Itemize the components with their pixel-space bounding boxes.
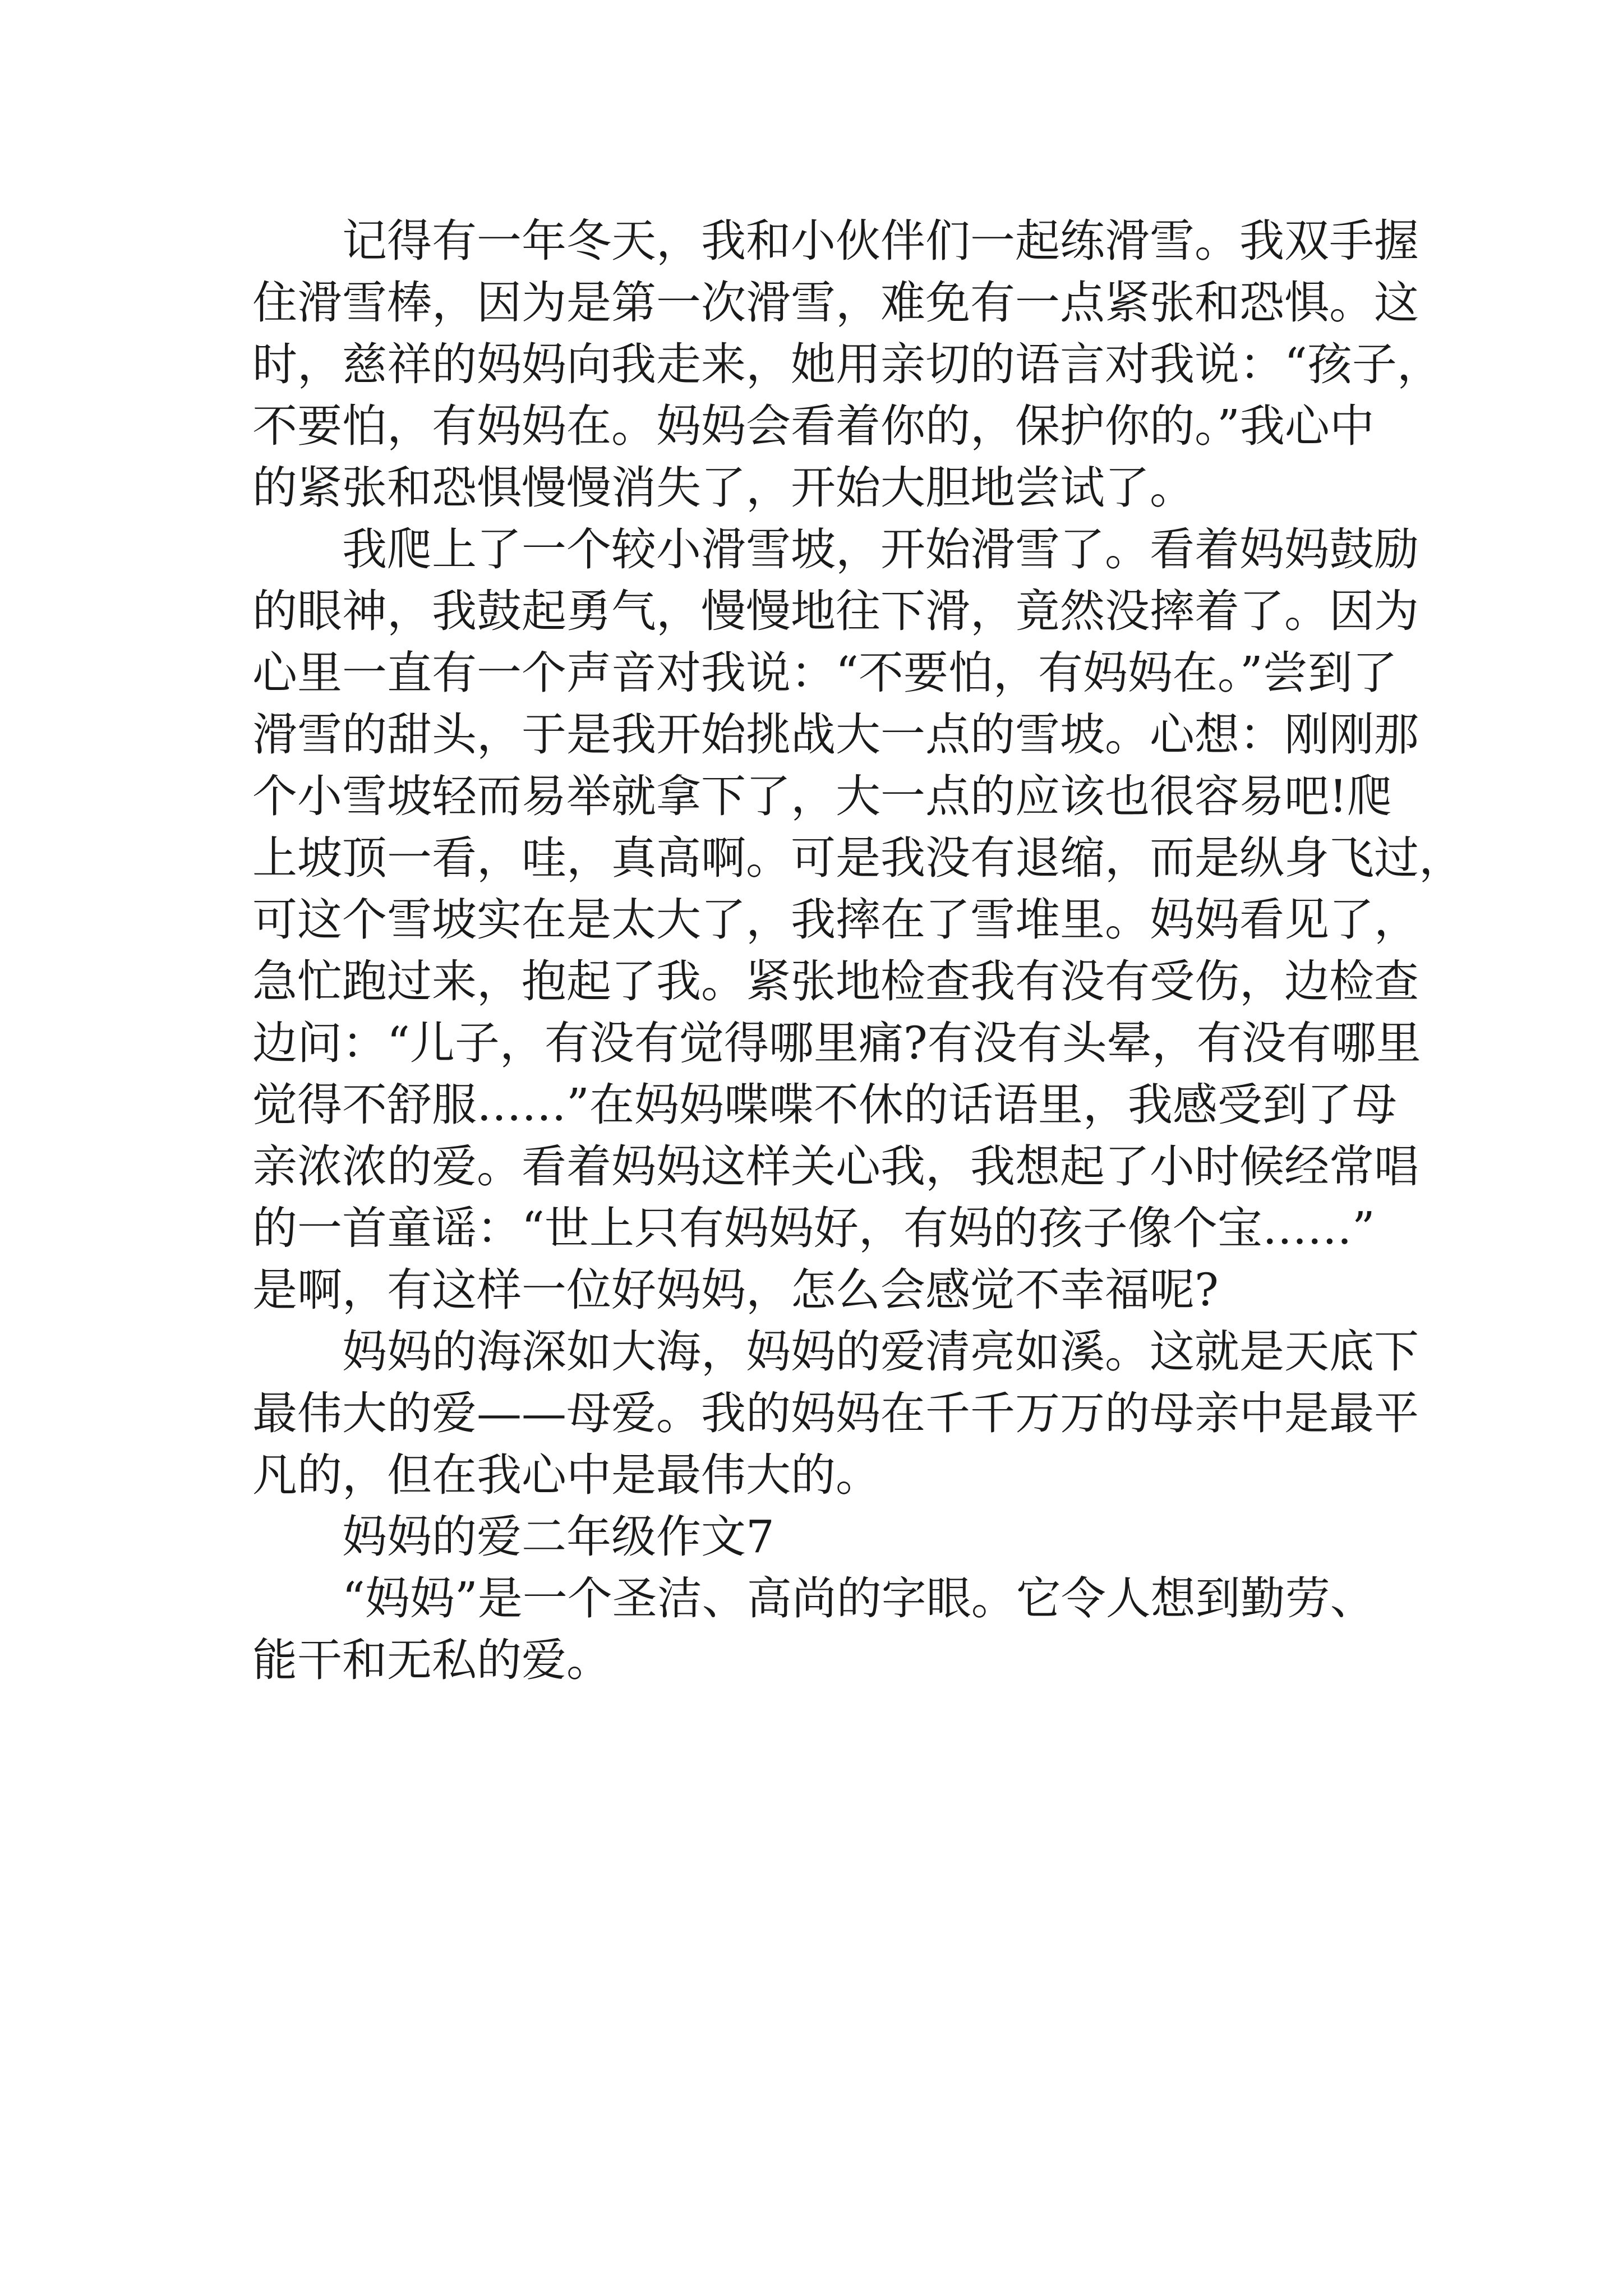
essay-body	[252, 210, 1464, 1691]
text-line: 的紧张和恐惧慢慢消失了，开始大胆地尝试了。	[252, 462, 1195, 514]
text-line: 急忙跑过来，抱起了我。紧张地检查我有没有受伤，边检查	[252, 955, 1419, 1007]
text-line: 最伟大的爱——母爱。我的妈妈在千千万万的母亲中是最平	[252, 1387, 1419, 1439]
text-line: 的眼神，我鼓起勇气，慢慢地往下滑，竟然没摔着了。因为	[252, 585, 1419, 637]
text-line: 滑雪的甜头，于是我开始挑战大一点的雪坡。心想：刚刚那	[252, 708, 1419, 761]
text-line: 我爬上了一个较小滑雪坡，开始滑雪了。看着妈妈鼓励	[252, 523, 1419, 576]
text-line: 边问：“儿子，有没有觉得哪里痛?有没有头晕，有没有哪里	[252, 1017, 1421, 1069]
text-line: 个小雪坡轻而易举就拿下了，大一点的应该也很容易吧!爬	[252, 770, 1393, 822]
text-line: “妈妈”是一个圣洁、高尚的字眼。它令人想到勤劳、	[252, 1572, 1375, 1625]
text-line: 记得有一年冬天，我和小伙伴们一起练滑雪。我双手握	[252, 215, 1419, 267]
text-line: 是啊，有这样一位好妈妈，怎么会感觉不幸福呢?	[252, 1264, 1219, 1316]
text-line: 凡的，但在我心中是最伟大的。	[252, 1449, 880, 1501]
text-line: 时，慈祥的妈妈向我走来，她用亲切的语言对我说：“孩子，	[252, 338, 1442, 390]
section-heading: 妈妈的爱二年级作文7	[252, 1511, 774, 1563]
text-line: 可这个雪坡实在是太大了，我摔在了雪堆里。妈妈看见了，	[252, 894, 1419, 946]
text-line: 的一首童谣：“世上只有妈妈好，有妈的孩子像个宝……”	[252, 1202, 1375, 1254]
text-line: 妈妈的海深如大海，妈妈的爱清亮如溪。这就是天底下	[252, 1326, 1419, 1378]
text-line: 心里一直有一个声音对我说：“不要怕，有妈妈在。”尝到了	[252, 647, 1398, 699]
text-line: 觉得不舒服……”在妈妈喋喋不休的话语里，我感受到了母	[252, 1079, 1397, 1131]
text-line: 亲浓浓的爱。看着妈妈这样关心我，我想起了小时候经常唱	[252, 1140, 1419, 1193]
text-line: 能干和无私的爱。	[252, 1634, 611, 1686]
text-line: 住滑雪棒，因为是第一次滑雪，难免有一点紧张和恐惧。这	[252, 277, 1419, 329]
text-line: 上坡顶一看，哇，真高啊。可是我没有退缩，而是纵身飞过，	[252, 832, 1464, 884]
text-line: 不要怕，有妈妈在。妈妈会看着你的，保护你的。”我心中	[252, 400, 1375, 452]
